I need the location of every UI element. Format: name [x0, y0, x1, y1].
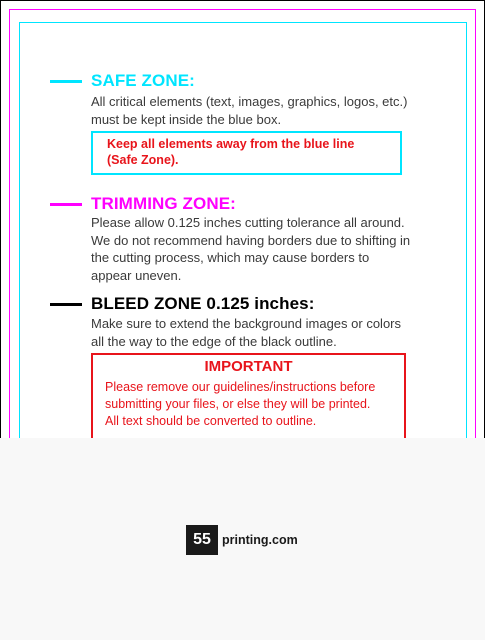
trimming-zone-line: Please allow 0.125 inches cutting tolerance all around.: [91, 215, 405, 230]
trimming-zone-line: appear uneven.: [91, 267, 182, 283]
bleed-zone-line: all the way to the edge of the black outline.: [91, 333, 337, 349]
trimming-zone-line: We do not recommend having borders due to shifting in: [91, 232, 411, 248]
safe-zone-heading: SAFE ZONE:: [91, 71, 195, 90]
safe-zone-note-line: Keep all elements away from the blue line: [107, 137, 355, 151]
safe-zone-note-box: [91, 131, 402, 175]
logo-badge: 55: [186, 525, 218, 555]
important-line: Please remove our guidelines/instructions before: [105, 380, 376, 394]
trimming-zone-heading: TRIMMING ZONE:: [91, 194, 236, 213]
important-text: [105, 379, 392, 430]
bleed-zone-heading: BLEED ZONE 0.125 inches:: [91, 294, 315, 313]
bleed-zone-marker: [50, 303, 82, 306]
safe-zone-marker: [50, 80, 82, 83]
safe-zone-description: [91, 93, 407, 128]
brand-logo: [186, 525, 298, 555]
logo-text: printing.com: [222, 533, 298, 547]
important-title: IMPORTANT: [204, 358, 293, 375]
important-notice-box: [91, 353, 406, 438]
trimming-zone-line: the cutting process, which may cause borders to: [91, 250, 370, 265]
safe-zone-line: must be kept inside the blue box.: [91, 111, 282, 127]
trimming-zone-description: [91, 214, 410, 284]
important-line: submitting your files, or else they will be printed.: [105, 397, 371, 411]
bleed-zone-description: [91, 315, 401, 350]
safe-zone-note-line: (Safe Zone).: [107, 153, 179, 167]
bleed-zone-line: Make sure to extend the background images or colors: [91, 316, 402, 331]
trimming-zone-marker: [50, 203, 82, 206]
safe-zone-line: All critical elements (text, images, graphics, logos, etc.): [91, 94, 408, 109]
important-line: All text should be converted to outline.: [105, 414, 317, 428]
